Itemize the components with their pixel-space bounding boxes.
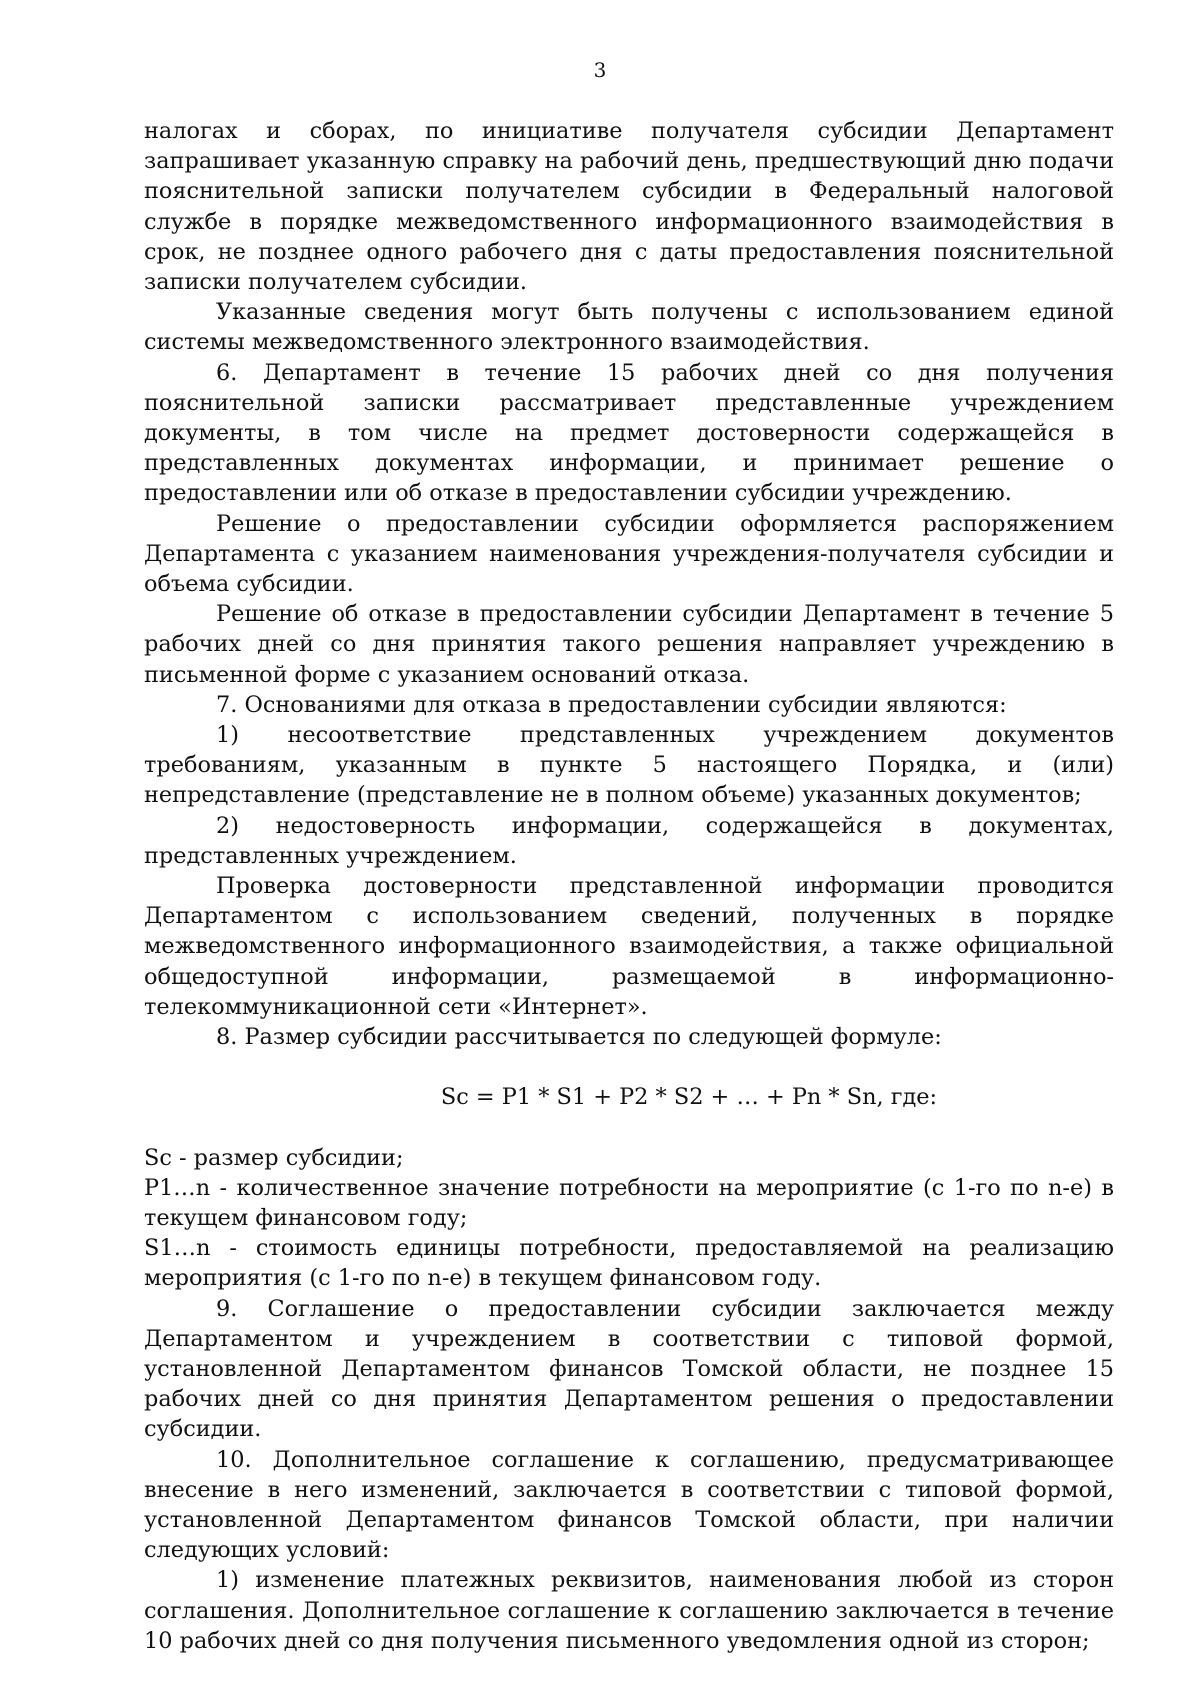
document-body bbox=[144, 116, 1114, 1656]
paragraph-ground-2: 2) недостоверность информации, содержащейся в документах, представленных учреждением. bbox=[144, 812, 1114, 869]
paragraph-decision-order: Решение о предоставлении субсидии оформляется распоряжением Департамента с указанием наименования учреждения-получателя субсидии и объема субсидии. bbox=[144, 510, 1114, 598]
page-number: 3 bbox=[593, 58, 607, 82]
definition-p: P1…n - количественное значение потребности на мероприятие (с 1-го по n-е) в текущем финансовом году; bbox=[144, 1174, 1114, 1231]
paragraph-ground-1: 1) несоответствие представленных учреждением документов требованиям, указанным в пункте 5 настоящего Порядка, и (или) непредставление (представление не в полном объеме) указанных документов; bbox=[144, 722, 1114, 809]
paragraph-tax-certificate-request: налогах и сборах, по инициативе получателя субсидии Департамент запрашивает указанную справку на рабочий день, предшествующий дню подачи пояснительной записки получателем субсидии в Федеральный налоговой службе в порядке межведомственного информационного взаимодействия в срок, не позднее одного рабочего дня с даты предоставления пояснительной записки получателем субсидии. bbox=[144, 118, 1114, 296]
paragraph-item-6-review: 6. Департамент в течение 15 рабочих дней со дня получения пояснительной записки рассматривает представленные учреждением документы, в том числе на предмет достоверности содержащейся в представленных документах информации, и принимает решение о предоставлении или об отказе в предоставлении субсидии учреждению. bbox=[144, 359, 1114, 507]
paragraph-verification: Проверка достоверности представленной информации проводится Департаментом с использованием сведений, полученных в порядке межведомственного информационного взаимодействия, а также официальной общедоступной информации, размещаемой в информационно-телекоммуникационной сети «Интернет». bbox=[144, 873, 1114, 1020]
definition-sc: Sc - размер субсидии; bbox=[144, 1144, 404, 1171]
paragraph-refusal-notice: Решение об отказе в предоставлении субсидии Департамент в течение 5 рабочих дней со дня принятия такого решения направляет учреждению в письменной форме с указанием оснований отказа. bbox=[144, 601, 1114, 688]
paragraph-item-7-grounds: 7. Основаниями для отказа в предоставлении субсидии являются: bbox=[216, 691, 1007, 718]
paragraph-item-10-additional-agreement: 10. Дополнительное соглашение к соглашению, предусматривающее внесение в него изменений, заключается в соответствии с типовой формой, установленной Департаментом финансов Томской области, при наличии следующих условий: bbox=[144, 1446, 1114, 1564]
definition-s: S1…n - стоимость единицы потребности, предоставляемой на реализацию мероприятия (с 1-го по n-е) в текущем финансовом году. bbox=[144, 1235, 1114, 1292]
paragraph-item-8-formula-intro: 8. Размер субсидии рассчитывается по следующей формуле: bbox=[216, 1024, 942, 1051]
paragraph-condition-1: 1) изменение платежных реквизитов, наименования любой из сторон соглашения. Дополнительное соглашение к соглашению заключается в течение 10 рабочих дней со дня получения письменного уведомления одной из сторон; bbox=[144, 1567, 1114, 1654]
paragraph-interagency-system: Указанные сведения могут быть получены с использованием единой системы межведомственного электронного взаимодействия. bbox=[144, 299, 1114, 356]
subsidy-formula: Sc = P1 * S1 + P2 * S2 + … + Pn * Sn, где: bbox=[440, 1084, 938, 1111]
paragraph-item-9-agreement: 9. Соглашение о предоставлении субсидии заключается между Департаментом и учреждением в соответствии с типовой формой, установленной Департаментом финансов Томской области, не позднее 15 рабочих дней со дня принятия Департаментом решения о предоставлении субсидии. bbox=[144, 1295, 1114, 1443]
